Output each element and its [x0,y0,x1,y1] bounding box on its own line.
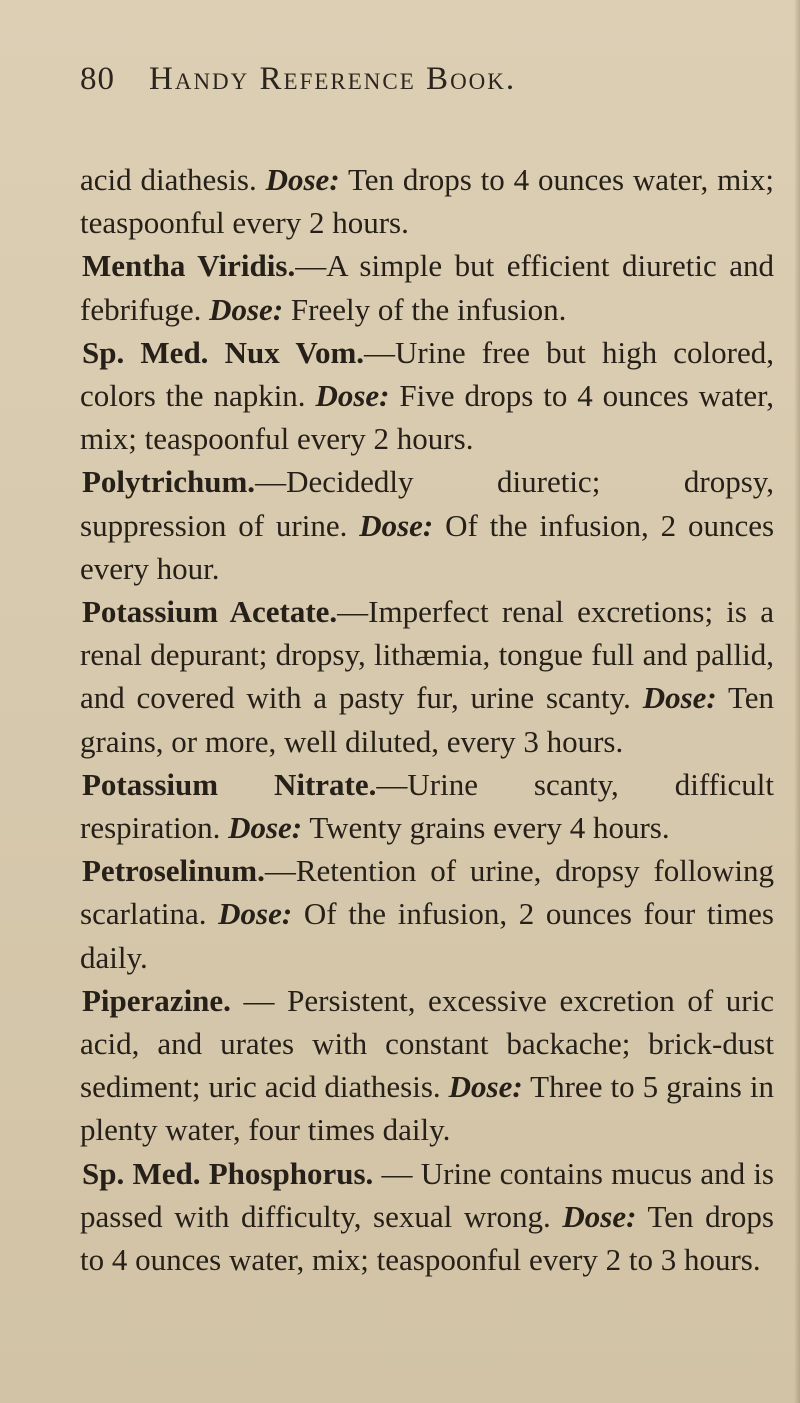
book-title: Handy Reference Book. [149,61,517,97]
dose-label: Dose: [642,680,717,716]
entry-text: —Urine scanty, difficult respiration. [80,766,775,846]
entry-polytrichum [80,460,774,590]
dose-label: Dose: [359,507,434,543]
page-number: 80 [80,61,115,97]
dose-text: Freely of the infusion. [290,291,567,327]
book-page [80,56,774,1281]
entry-text: —A simple but efficient diuretic and febrifuge. [80,248,775,327]
entry-text: —Urine free but high colored, colors the napkin. [80,334,774,414]
entry-piperazine [80,979,774,1152]
entry-term: Potassium Acetate. [82,594,338,630]
entry-text: —Retention of urine, dropsy following scarlatina. [80,853,774,932]
entry-term: Mentha Viridis. [82,248,296,284]
entry-term: Piperazine. [82,982,231,1018]
entry-potassium-nitrate [80,763,774,849]
dose-label: Dose: [209,291,284,327]
dose-text: Of the infusion, 2 ounces four times daily. [80,896,774,975]
dose-text: Three to 5 grains in plenty water, four times daily. [80,1069,774,1148]
entry-nux-vom [80,331,774,461]
dose-text: Of the infusion, 2 ounces every hour. [80,507,775,586]
dose-text: Twenty grains every 4 hours. [309,810,670,846]
entry-petroselinum [80,849,774,979]
running-head [80,56,774,102]
entry-text: acid diathesis. [80,162,257,197]
entry-text: — Urine contains mucus and is passed with difficulty, sexual wrong. [80,1155,774,1234]
entry-term: Sp. Med. Phosphorus. [82,1155,374,1191]
dose-label: Dose: [218,896,293,932]
entry-mentha-viridis [80,244,774,330]
continued-paragraph [80,158,774,244]
dose-text: Ten grains, or more, well diluted, every 3 hours. [80,680,775,759]
dose-text: Ten drops to 4 ounces water, mix; teaspoonful every 2 hours. [80,162,774,241]
dose-text: Five drops to 4 ounces water, mix; teaspoonful every 2 hours. [80,378,774,457]
dose-label: Dose: [562,1198,637,1234]
entry-phosphorus [80,1152,774,1282]
entry-text: —Imperfect renal excretions; is a renal depurant; dropsy, lithæmia, tongue full and pallid, and covered with a pasty fur, urine scanty. [80,594,774,716]
entry-potassium-acetate [80,590,774,763]
dose-label: Dose: [228,810,303,846]
entry-term: Sp. Med. Nux Vom. [82,334,365,370]
entry-text: —Decidedly diuretic; dropsy, suppression of urine. [80,464,774,543]
dose-label: Dose: [448,1069,523,1105]
page-edge-shadow [794,0,800,1403]
entry-term: Potassium Nitrate. [82,766,377,802]
entry-term: Polytrichum. [82,464,256,500]
dose-label: Dose: [265,162,340,197]
entry-text: — Persistent, excessive excretion of uric acid, and urates with constant backache; brick-dust sediment; uric acid diathesis. [80,982,774,1105]
entry-term: Petroselinum. [82,853,265,889]
dose-label: Dose: [315,378,390,414]
entries-body [80,158,774,1281]
dose-text: Ten drops to 4 ounces water, mix; teaspoonful every 2 to 3 hours. [80,1198,774,1278]
